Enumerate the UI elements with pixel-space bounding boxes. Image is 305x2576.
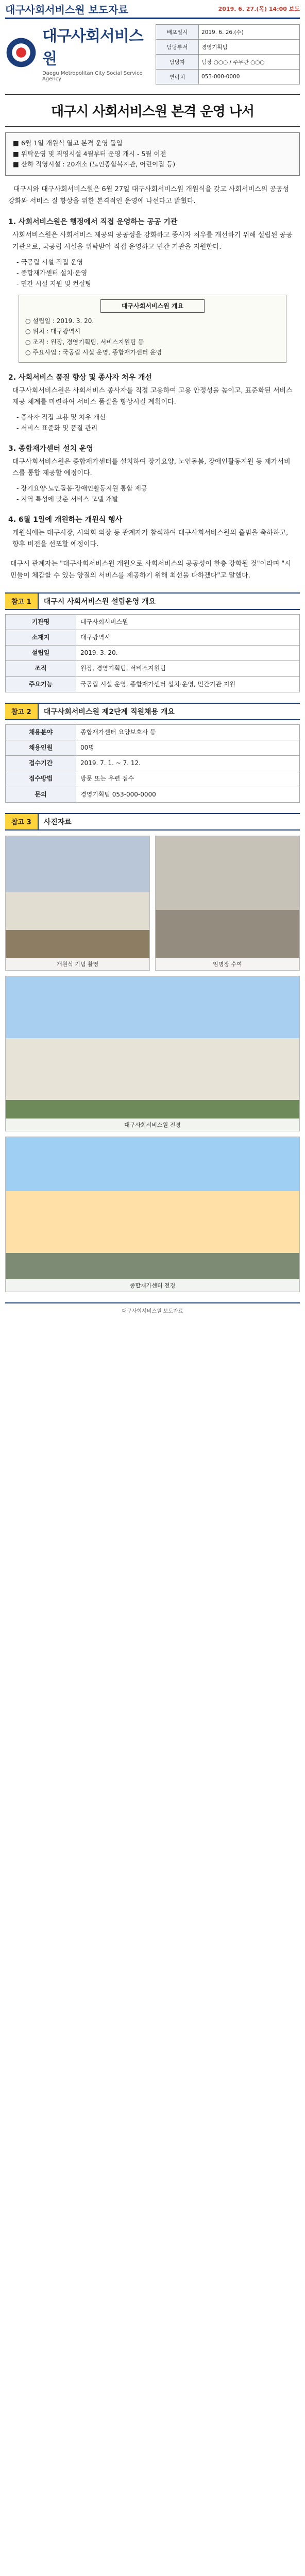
ref-key: 문의 bbox=[6, 787, 76, 802]
inset-title: 대구사회서비스원 개요 bbox=[100, 299, 205, 313]
bullet-item: - 장기요양·노인돌봄·장애인활동지원 통합 제공 bbox=[16, 483, 289, 494]
info-value: 053-000-0000 bbox=[199, 70, 300, 84]
summary-item bbox=[13, 149, 292, 160]
center-photo bbox=[5, 1137, 300, 1292]
award-photo bbox=[155, 836, 300, 971]
reference-2-header bbox=[5, 703, 300, 720]
section-bullets bbox=[16, 412, 289, 434]
photo-caption: 종합재가센터 전경 bbox=[6, 1279, 299, 1292]
section-2 bbox=[5, 372, 300, 434]
info-key: 배포일시 bbox=[156, 25, 199, 40]
reference-1-header bbox=[5, 592, 300, 610]
ref-key: 채용분야 bbox=[6, 724, 76, 740]
reference-title: 대구시 사회서비스원 설립운영 개요 bbox=[43, 597, 156, 606]
photo-grid bbox=[5, 836, 300, 1292]
summary-bullet: ■ bbox=[13, 160, 19, 168]
ref-key: 설립일 bbox=[6, 646, 76, 661]
inset-line: ○ 위치 : 대구광역시 bbox=[25, 328, 81, 335]
section-paragraph: 사회서비스원은 사회서비스 제공의 공공성을 강화하고 종사자 처우를 개선하기 위해 설립된 공공기관으로, 국공립 시설을 위탁받아 직접 운영하고 민간 기관을 지원한다. bbox=[12, 231, 293, 251]
photo-caption: 대구사회서비스원 전경 bbox=[6, 1118, 299, 1131]
section-heading: 2. 사회서비스 품질 향상 및 종사자 처우 개선 bbox=[8, 373, 152, 382]
summary-text: 위탁운영 및 직영시설 4월부터 운영 개시 - 5월 이전 bbox=[21, 149, 166, 158]
building-photo bbox=[5, 976, 300, 1131]
reference-tag: 참고 3 bbox=[5, 814, 39, 829]
bullet-item: - 종합재가센터 설치·운영 bbox=[16, 267, 289, 278]
section-3 bbox=[5, 443, 300, 505]
inset-line: ○ 주요사업 : 국공립 시설 운영, 종합재가센터 운영 bbox=[25, 349, 162, 357]
info-key: 담당자 bbox=[156, 55, 199, 70]
info-value: 팀장 ○○○ / 주무관 ○○○ bbox=[199, 55, 300, 70]
reference-1-table bbox=[5, 614, 300, 692]
photo-caption: 임명장 수여 bbox=[156, 958, 299, 970]
reference-title: 사진자료 bbox=[43, 818, 72, 826]
section-paragraph: 대구사회서비스원은 사회서비스 종사자를 직접 고용하여 고용 안정성을 높이고, 표준화된 서비스 제공 체계를 마련하여 서비스 품질을 향상시킬 계획이다. bbox=[12, 386, 293, 406]
bullet-item: - 서비스 표준화 및 품질 관리 bbox=[16, 422, 289, 433]
official-quote: 대구시 관계자는 "대구사회서비스원 개원으로 사회서비스의 공공성이 한층 강화될 것"이라며 "시민들이 체감할 수 있는 양질의 서비스를 제공하기 위해 최선을 다하겠다"고 말했다. bbox=[10, 560, 291, 580]
summary-text: 산하 직영시설 : 20개소 (노인종합복지관, 어린이집 등) bbox=[21, 160, 176, 168]
summary-text: 6월 1일 개원식 열고 본격 운영 돌입 bbox=[21, 139, 123, 147]
top-header bbox=[5, 0, 300, 19]
section-bullets bbox=[16, 483, 289, 505]
ref-key: 주요기능 bbox=[6, 676, 76, 692]
ref-key: 기관명 bbox=[6, 614, 76, 630]
ref-key: 접수기간 bbox=[6, 756, 76, 771]
inset-line: ○ 설립일 : 2019. 3. 20. bbox=[25, 317, 94, 325]
ref-value: 2019. 7. 1. ~ 7. 12. bbox=[76, 756, 300, 771]
reference-tag: 참고 2 bbox=[5, 704, 39, 719]
ref-value: 2019. 3. 20. bbox=[76, 646, 300, 661]
footer: 대구사회서비스원 보도자료 bbox=[5, 1302, 300, 1314]
inset-line: ○ 조직 : 원장, 경영기획팀, 서비스지원팀 등 bbox=[25, 338, 144, 346]
release-info-table bbox=[156, 24, 300, 84]
ref-value: 국공립 시설 운영, 종합재가센터 설치·운영, 민간기관 지원 bbox=[76, 676, 300, 692]
ref-key: 조직 bbox=[6, 661, 76, 676]
ref-value: 경영기획팀 053-000-0000 bbox=[76, 787, 300, 802]
info-value: 2019. 6. 26.(수) bbox=[199, 25, 300, 40]
headline: 대구시 사회서비스원 본격 운영 나서 bbox=[5, 94, 300, 127]
section-1 bbox=[5, 216, 300, 289]
summary-bullet: ■ bbox=[13, 149, 19, 158]
bullet-item: - 국공립 시설 직접 운영 bbox=[16, 257, 289, 267]
photo-caption: 개원식 기념 촬영 bbox=[6, 958, 149, 970]
bullet-item: - 종사자 직접 고용 및 처우 개선 bbox=[16, 412, 289, 422]
section-heading: 3. 종합재가센터 설치 운영 bbox=[8, 444, 93, 453]
ref-key: 소재지 bbox=[6, 630, 76, 646]
summary-box bbox=[5, 132, 300, 176]
section-paragraph: 대구사회서비스원은 종합재가센터를 설치하여 장기요양, 노인돌봄, 장애인활동지원 등 재가서비스를 통합 제공할 예정이다. bbox=[12, 457, 291, 478]
logo bbox=[5, 24, 149, 81]
ref-value: 00명 bbox=[76, 740, 300, 755]
bullet-item: - 민간 시설 지원 및 컨설팅 bbox=[16, 278, 289, 289]
summary-bullet: ■ bbox=[13, 139, 19, 147]
info-value: 경영기획팀 bbox=[199, 40, 300, 55]
ref-key: 접수방법 bbox=[6, 771, 76, 787]
info-key: 연락처 bbox=[156, 70, 199, 84]
info-key: 담당부서 bbox=[156, 40, 199, 55]
masthead bbox=[5, 24, 300, 84]
reference-2-table bbox=[5, 724, 300, 803]
ref-value: 대구사회서비스원 bbox=[76, 614, 300, 630]
section-paragraph: 개원식에는 대구시장, 시의회 의장 등 관계자가 참석하여 대구사회서비스원의 출범을 축하하고, 향후 비전을 선포할 예정이다. bbox=[12, 529, 289, 549]
section-heading: 1. 사회서비스원은 행정에서 직접 운영하는 공공 기관 bbox=[8, 218, 178, 227]
ref-value: 대구광역시 bbox=[76, 630, 300, 646]
section-heading: 4. 6월 1일에 개원하는 개원식 행사 bbox=[8, 515, 123, 524]
lead-paragraph: 대구시와 대구사회서비스원은 6월 27일 대구사회서비스원 개원식을 갖고 사회서비스의 공공성 강화와 서비스 질 향상을 위한 본격적인 운영에 나선다고 밝혔다. bbox=[8, 185, 290, 205]
reference-3-header bbox=[5, 813, 300, 831]
logo-name: 대구사회서비스원 bbox=[42, 27, 143, 68]
bullet-item: - 지역 특성에 맞춘 서비스 모델 개발 bbox=[16, 494, 289, 504]
ceremony-photo bbox=[5, 836, 150, 971]
summary-item bbox=[13, 138, 292, 149]
section-bullets bbox=[16, 257, 289, 290]
reference-title: 대구사회서비스원 제2단계 직원채용 개요 bbox=[43, 707, 175, 716]
ref-value: 방문 또는 우편 접수 bbox=[76, 771, 300, 787]
ref-key: 채용인원 bbox=[6, 740, 76, 755]
ref-value: 종합재가센터 요양보호사 등 bbox=[76, 724, 300, 740]
reference-tag: 참고 1 bbox=[5, 594, 39, 609]
summary-item bbox=[13, 159, 292, 170]
section-4 bbox=[5, 514, 300, 551]
org-title: 대구사회서비스원 보도자료 bbox=[5, 3, 128, 16]
ref-value: 원장, 경영기획팀, 서비스지원팀 bbox=[76, 661, 300, 676]
release-date: 2019. 6. 27.(목) 14:00 보도 bbox=[218, 6, 300, 12]
logo-english: Daegu Metropolitan City Social Service Agency bbox=[42, 71, 143, 82]
agency-logo-icon bbox=[5, 35, 37, 71]
overview-inset bbox=[19, 295, 286, 363]
